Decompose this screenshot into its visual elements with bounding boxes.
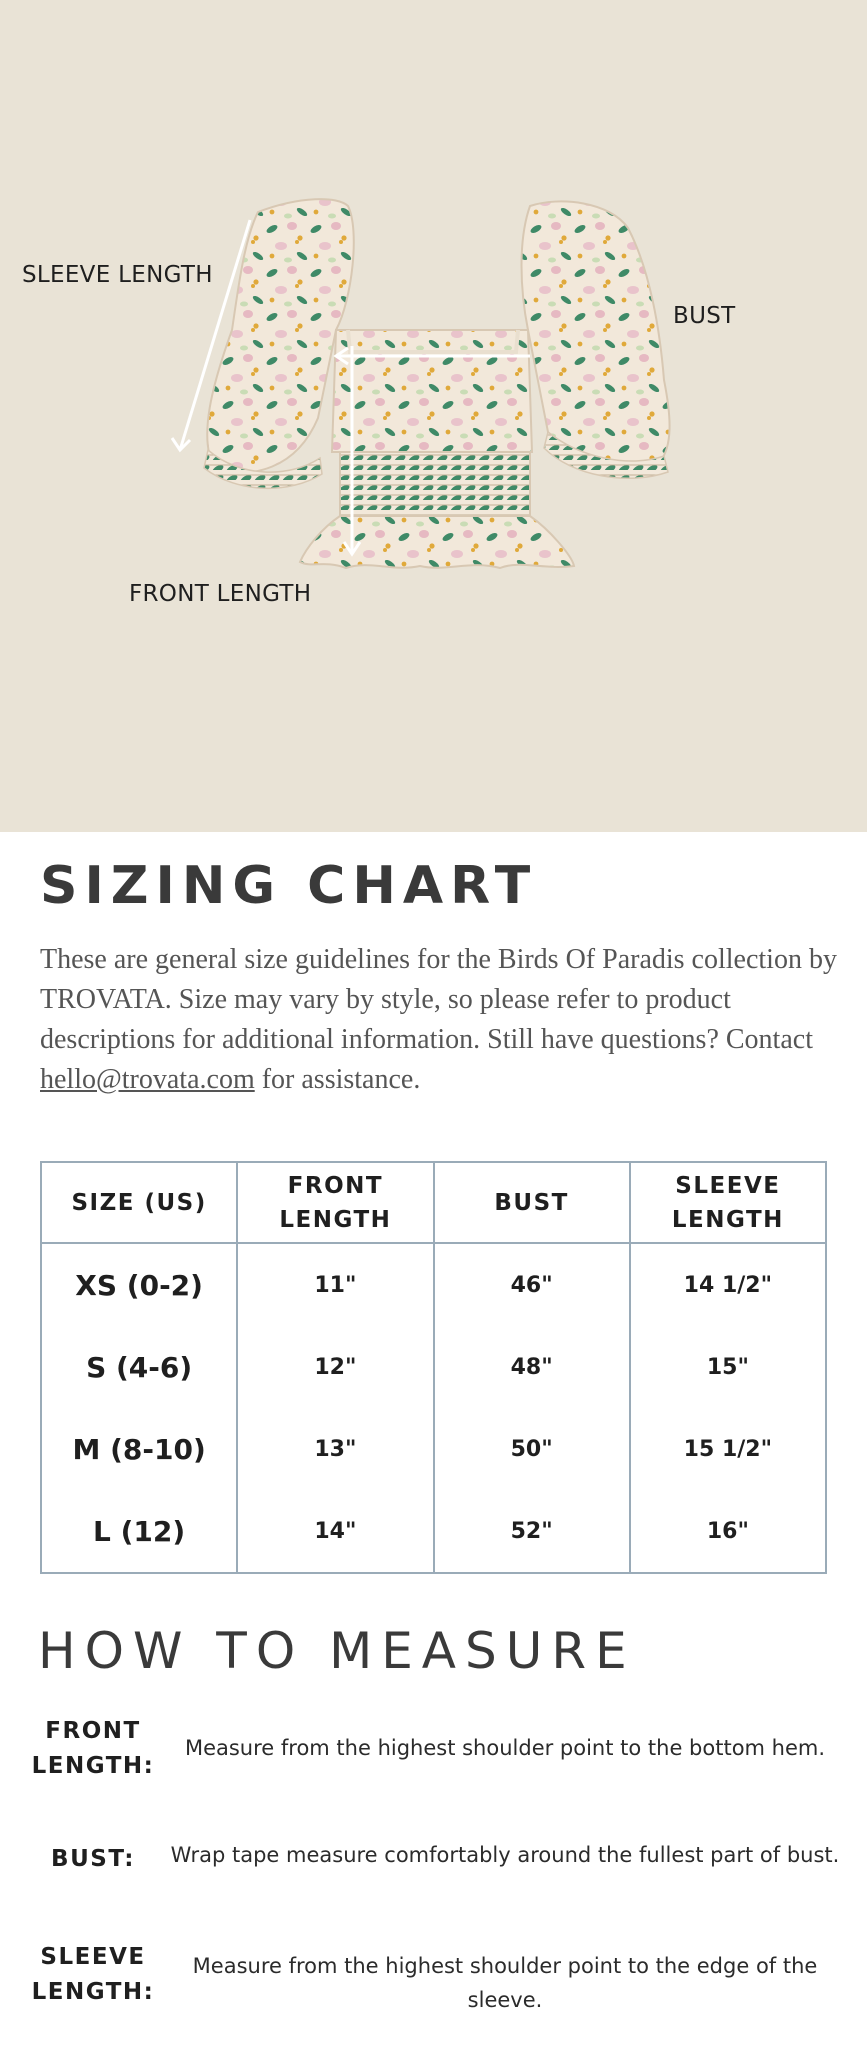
right-sleeve: [522, 201, 670, 465]
table-row: [41, 1408, 826, 1490]
size-cell: L (12): [41, 1490, 237, 1573]
intro-paragraph: [40, 940, 840, 1100]
sleeve-length-cell: 16": [630, 1490, 826, 1573]
intro-text: These are general size guidelines for the Birds Of Paradis collection by TROVATA. Size may vary by style, so please refer to product descriptions for additional information. Still have questions? Contact: [40, 944, 837, 1055]
hero-panel: [0, 0, 867, 832]
contact-email-link[interactable]: hello@trovata.com: [40, 1064, 255, 1095]
table-row: [41, 1326, 826, 1408]
sleeve-length-cell: 15 1/2": [630, 1408, 826, 1490]
size-cell: M (8-10): [41, 1408, 237, 1490]
header-sleeve-length: SLEEVE LENGTH: [630, 1162, 826, 1243]
header-bust: BUST: [434, 1162, 630, 1243]
measure-item-sleeve-length: [30, 1940, 840, 2020]
front-length-cell: 14": [237, 1490, 433, 1573]
size-table: [40, 1161, 827, 1574]
table-row: [41, 1243, 826, 1326]
bodice: [332, 330, 532, 452]
measure-term: FRONT LENGTH:: [31, 1718, 155, 1779]
sleeve-length-label: SLEEVE LENGTH: [22, 262, 213, 288]
bust-cell: 46": [434, 1243, 630, 1326]
table-header-row: [41, 1162, 826, 1243]
how-to-measure-title: HOW TO MEASURE: [38, 1622, 636, 1680]
header-size: SIZE (US): [41, 1162, 237, 1243]
sleeve-length-cell: 15": [630, 1326, 826, 1408]
bust-cell: 48": [434, 1326, 630, 1408]
front-length-cell: 11": [237, 1243, 433, 1326]
measure-term: BUST:: [51, 1846, 135, 1872]
size-cell: S (4-6): [41, 1326, 237, 1408]
intro-suffix: for assistance.: [261, 1064, 421, 1095]
measure-description: Wrap tape measure comfortably around the fullest part of bust.: [170, 1843, 840, 1867]
front-length-cell: 12": [237, 1326, 433, 1408]
bust-cell: 52": [434, 1490, 630, 1573]
size-cell: XS (0-2): [41, 1243, 237, 1326]
header-front-length: FRONT LENGTH: [237, 1162, 433, 1243]
measure-term: SLEEVE LENGTH:: [31, 1944, 155, 2005]
front-length-label: FRONT LENGTH: [129, 581, 312, 607]
bust-label: BUST: [673, 303, 736, 329]
measure-item-bust: [30, 1842, 840, 1912]
peplum: [300, 516, 574, 568]
front-length-cell: 13": [237, 1408, 433, 1490]
garment-diagram: [0, 0, 867, 832]
sizing-chart-title: SIZING CHART: [40, 856, 538, 916]
bust-cell: 50": [434, 1408, 630, 1490]
measure-item-front-length: [30, 1714, 840, 1784]
measure-description: Measure from the highest shoulder point to the bottom hem.: [184, 1736, 826, 1760]
sleeve-length-cell: 14 1/2": [630, 1243, 826, 1326]
measure-description: Measure from the highest shoulder point to the edge of the sleeve.: [192, 1954, 818, 2012]
smocked-waist: [340, 452, 530, 516]
table-row: [41, 1490, 826, 1573]
